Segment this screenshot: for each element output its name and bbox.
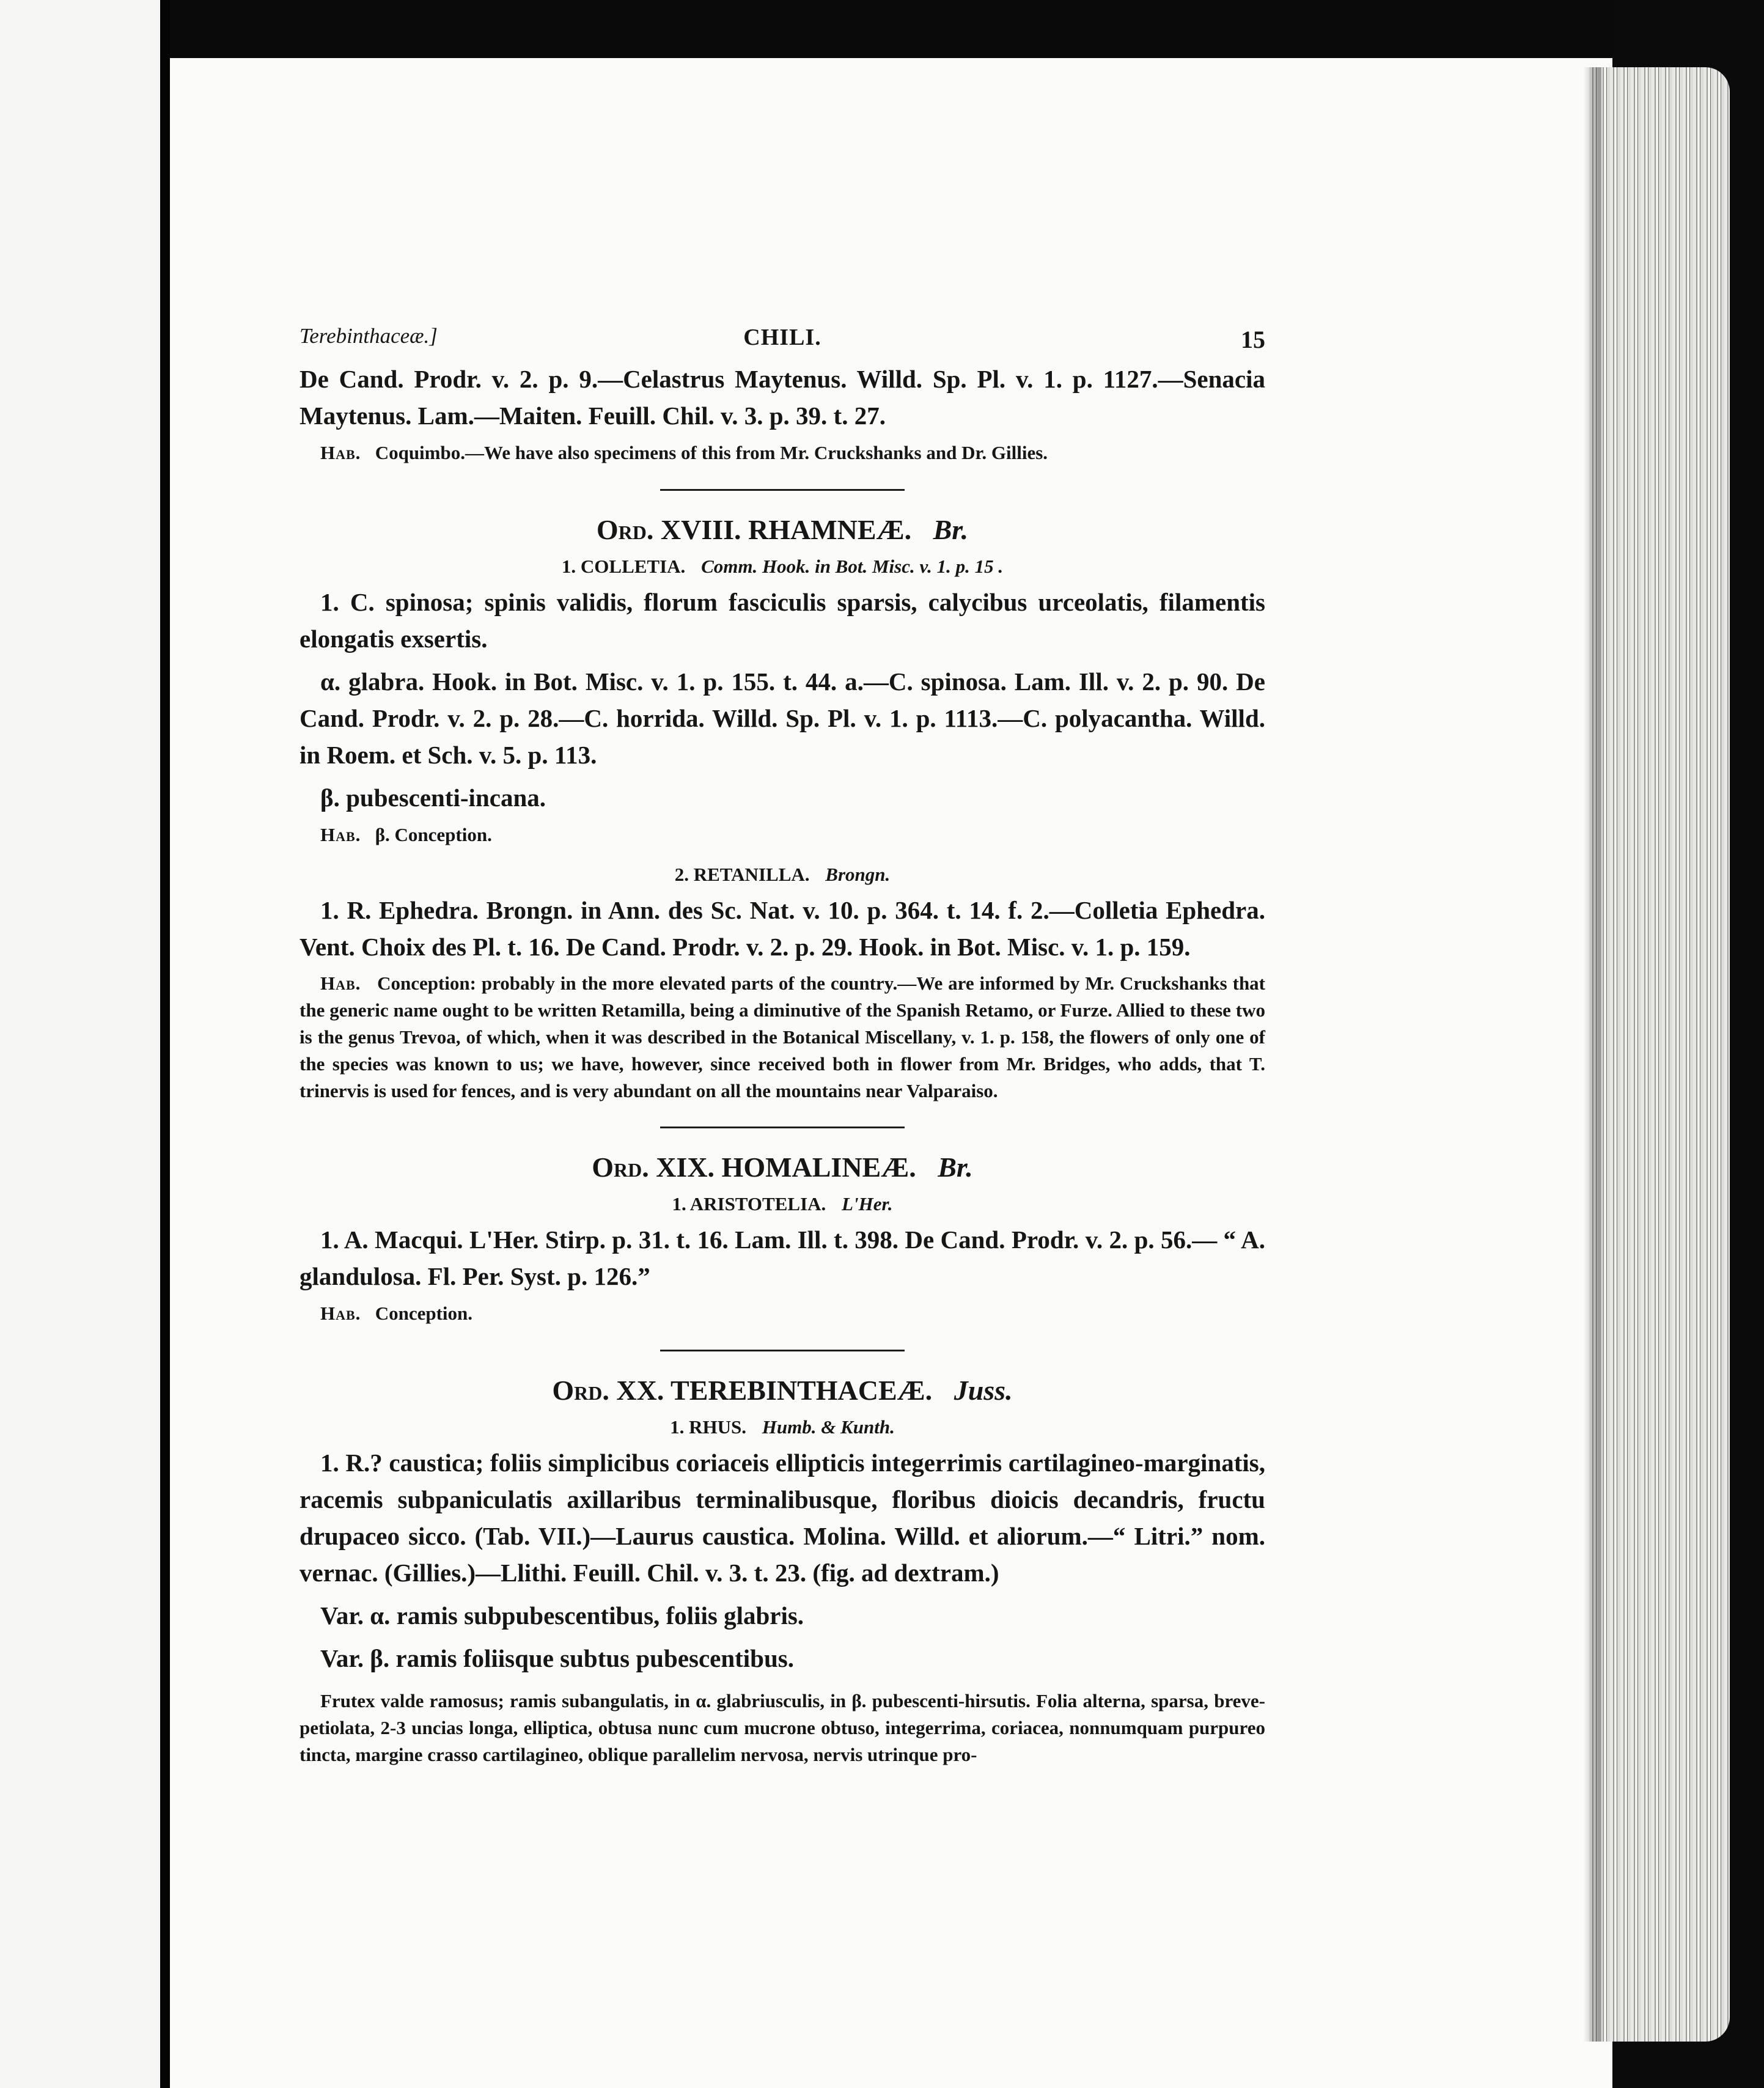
page-content xyxy=(300,318,1265,1768)
genus-heading-retanilla xyxy=(300,860,1265,889)
description-frutex: Frutex valde ramosus; ramis subangulatis, in α. glabriusculis, in β. pubescenti-hirsutis. Folia alterna, sparsa, breve-petiolata, 2-3 uncias longa, elliptica, obtusa nunc cum mucrone obtuso, integerrima, coriacea, nonnumquam purpureo tincta, margine crasso cartilagineo, oblique parallelim nervosa, nervis utrinque pro- xyxy=(300,1690,1265,1765)
ord-numeral: XVIII. xyxy=(660,514,741,545)
habitat-retanilla xyxy=(300,970,1265,1105)
order-heading-rhamneae xyxy=(300,510,1265,550)
habitat-colletia xyxy=(300,821,1265,849)
genus-author: Brongn. xyxy=(825,864,891,885)
hab-text: Conception: probably in the more elevated parts of the country.—We are informed by Mr. Cruckshanks that the generic name ought to be written Retamilla, being a diminutive of the Spanish Retamo, or Furze. Allied to these two is the genus Trevoa, of which, when it was described in the Botanical Miscellany, v. 1. p. 158, the flowers of only one of the species was known to us; we have, however, since received both in flower from Mr. Bridges, who adds, that T. trinervis is used for fences, and is very abundant on all the mountains near Valparaiso. xyxy=(300,972,1266,1101)
habitat-maytenus xyxy=(300,439,1265,467)
variety-beta: β. pubescenti-incana. xyxy=(320,784,546,812)
hab-text: β. Conception. xyxy=(375,824,492,845)
hab-label: Hab. xyxy=(320,824,361,845)
hab-label: Hab. xyxy=(320,1303,361,1324)
edge-shadow xyxy=(1583,67,1601,2042)
running-head-title: CHILI. xyxy=(743,325,821,350)
ord-author: Br. xyxy=(933,514,969,545)
order-heading-homalineae xyxy=(300,1148,1265,1187)
genus-heading-colletia xyxy=(300,552,1265,581)
genus-heading-aristotelia xyxy=(300,1189,1265,1219)
order-heading-terebinthaceae xyxy=(300,1371,1265,1410)
species-aristotelia-macqui: 1. A. Macqui. L'Her. Stirp. p. 31. t. 16. Lam. Ill. t. 398. De Cand. Prodr. v. 2. p. 56.— “ A. glandulosa. Fl. Per. Syst. p. 126.” xyxy=(300,1226,1265,1290)
top-shadow xyxy=(170,0,1612,58)
ord-name: RHAMNEÆ. xyxy=(748,514,912,545)
habitat-aristotelia xyxy=(300,1299,1265,1328)
ord-name: TEREBINTHACEÆ. xyxy=(671,1375,933,1406)
genus-label: 1. ARISTOTELIA. xyxy=(672,1193,826,1215)
species-rhus-caustica: 1. R.? caustica; foliis simplicibus coriaceis ellipticis integerrimis cartilagineo-marginatis, racemis subpaniculatis axillaribus terminalibusque, floribus dioicis decandris, fructu drupaceo sicco. (Tab. VII.)—Laurus caustica. Molina. Willd. et aliorum.—“ Litri.” nom. vernac. (Gillies.)—Llithi. Feuill. Chil. v. 3. t. 23. (fig. ad dextram.) xyxy=(300,1449,1265,1587)
section-divider xyxy=(660,1350,905,1351)
variety-alpha-glabra: α. glabra. Hook. in Bot. Misc. v. 1. p. 155. t. 44. a.—C. spinosa. Lam. Ill. v. 2. p. 90. De Cand. Prodr. v. 2. p. 28.—C. horrida. Willd. Sp. Pl. v. 1. p. 1113.—C. polyacantha. Willd. in Roem. et Sch. v. 5. p. 113. xyxy=(300,667,1265,769)
genus-label: 2. RETANILLA. xyxy=(674,864,810,885)
species-retanilla-ephedra: 1. R. Ephedra. Brongn. in Ann. des Sc. Nat. v. 10. p. 364. t. 14. f. 2.—Colletia Ephedra. Vent. Choix des Pl. t. 16. De Cand. Prodr. v. 2. p. 29. Hook. in Bot. Misc. v. 1. p. 159. xyxy=(300,896,1265,961)
genus-label: 1. COLLETIA. xyxy=(561,556,686,577)
ord-numeral: XIX. xyxy=(656,1152,715,1183)
page-edges xyxy=(1589,67,1730,2042)
book-gutter xyxy=(160,0,170,2088)
running-head-left: Terebinthaceæ.] xyxy=(300,324,438,348)
running-head xyxy=(300,318,1265,361)
section-divider xyxy=(660,489,905,491)
synonymy-maytenus: De Cand. Prodr. v. 2. p. 9.—Celastrus Maytenus. Willd. Sp. Pl. v. 1. p. 1127.—Senacia Maytenus. Lam.—Maiten. Feuill. Chil. v. 3. p. 39. t. 27. xyxy=(300,365,1265,430)
genus-label: 1. RHUS. xyxy=(670,1416,747,1438)
ord-author: Juss. xyxy=(954,1375,1013,1406)
hab-text: Coquimbo.—We have also specimens of this from Mr. Cruckshanks and Dr. Gillies. xyxy=(375,442,1048,463)
ord-name: HOMALINEÆ. xyxy=(721,1152,916,1183)
variety-beta: Var. β. ramis foliisque subtus pubescentibus. xyxy=(320,1644,794,1672)
hab-text: Conception. xyxy=(375,1303,473,1324)
page-number: 15 xyxy=(1241,326,1265,353)
species-colletia-spinosa: 1. C. spinosa; spinis validis, florum fasciculis sparsis, calycibus urceolatis, filamentis elongatis exsertis. xyxy=(300,588,1265,653)
ord-author: Br. xyxy=(938,1152,973,1183)
ord-label: Ord. xyxy=(592,1152,649,1183)
ord-numeral: XX. xyxy=(616,1375,664,1406)
ord-label: Ord. xyxy=(552,1375,609,1406)
variety-alpha: Var. α. ramis subpubescentibus, foliis glabris. xyxy=(320,1601,804,1630)
section-divider xyxy=(660,1127,905,1128)
genus-author: Humb. & Kunth. xyxy=(762,1416,895,1438)
left-page-edge xyxy=(0,0,160,2088)
hab-label: Hab. xyxy=(320,972,361,994)
genus-heading-rhus xyxy=(300,1413,1265,1442)
genus-author: L'Her. xyxy=(842,1193,893,1215)
genus-author: Comm. Hook. in Bot. Misc. v. 1. p. 15 . xyxy=(701,556,1004,577)
hab-label: Hab. xyxy=(320,442,361,463)
ord-label: Ord. xyxy=(596,514,654,545)
